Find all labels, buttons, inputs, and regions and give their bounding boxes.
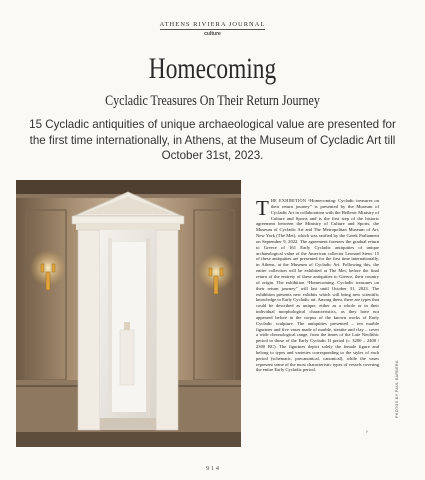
article-body-text: “Homecoming: Cycladic treasures on their return journey” is presented by the Museum of Cycladic Art in collaboration with the Hellenic Ministry of Culture and Sports and is the first step of the historic agreement between the Ministry of Culture and Sports, the Museum of Cycladic Art and The Metropolitan Museum of Art, New York (The Met), which was ratified by the Greek Parliament on September 9, 2022. The agreement foresees the gradual return to Greece of 161 Early Cycladic antiquities of unique archaeological value of the American collector Leonard Stern. 15 of these antiquities are presented for the first time internationally, in Athens, at the Museum of Cycladic Art. Following this, the entire collection will be exhibited at The Met, before the final return of the entirety of these antiquities to Greece, their country of origin. The exhibition “Homecoming. Cycladic treasures on their return journey” will last until October 31, 2023. The exhibition presents new exhibits which will bring new scientific knowledge to Early Cycladic art. Among them, there are types that could be described as unique, either as a whole or in their individual morphological characteristics, as they have not appeared before in the corpus of the known works of Early Cycladic sculpture. The antiquities presented – ten marble figurines and five vases made of marble, steatite and clay – cover a wide chronological range, from the times of the Late Neolithic period to those of the Early Cycladic II period (c. 3200 – 2400 / 2300 BC). The figurines depict solely the female figure and belong to types and varieties corresponding to the styles of each period (schematic, precanonical, canonical), while the vases represent some of the most characteristic types of vessels covering the entire Early Cycladic period.	[256, 198, 380, 373]
article-photo	[16, 180, 241, 447]
drop-cap: T	[256, 196, 269, 220]
opening-caps: HE EXHIBITION	[270, 198, 307, 203]
continue-arrow-icon: ›	[366, 429, 368, 435]
article-body	[256, 198, 379, 373]
article-title: Homecoming	[148, 52, 277, 85]
section-label: culture	[204, 31, 221, 37]
page-number: 9 1 4	[206, 465, 219, 472]
article-lead: 15 Cycladic antiquities of unique archaeological value are presented for the first time internationally, in Athens, at the Museum of Cycladic Art till October 31st, 2023.	[29, 118, 396, 162]
masthead	[0, 11, 425, 37]
photo-credit: PHOTOS BY PAUL BARBERA	[395, 360, 399, 418]
article-subtitle: Cycladic Treasures On Their Return Journey	[105, 93, 320, 109]
publication-name: ATHENS RIVIERA JOURNAL	[159, 21, 266, 28]
